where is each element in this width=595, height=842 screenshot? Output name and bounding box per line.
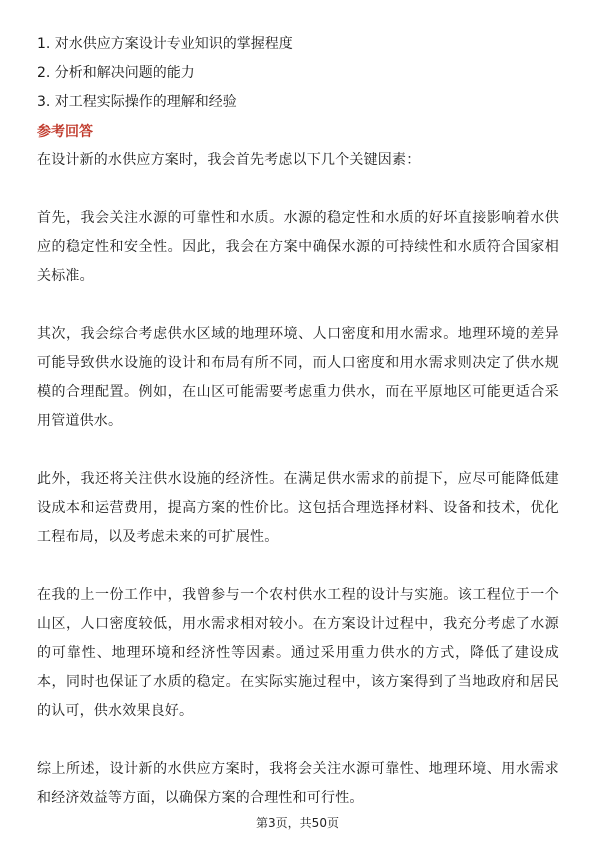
reference-answer-heading: 参考回答: [37, 124, 93, 140]
criteria-item-1: 1. 对水供应方案设计专业知识的掌握程度: [37, 36, 293, 52]
criteria-item-3: 3. 对工程实际操作的理解和经验: [37, 94, 237, 110]
answer-intro-paragraph: 在设计新的水供应方案时，我会首先考虑以下几个关键因素：: [37, 152, 421, 168]
page-number-footer: 第3页，共50页: [256, 816, 339, 830]
evaluation-criteria-list: [37, 30, 557, 117]
answer-paragraph-experience: 在我的上一份工作中，我曾参与一个农村供水工程的设计与实施。该工程位于一个山区，人口密度较低，用水需求相对较小。在方案设计过程中，我充分考虑了水源的可靠性、地理环境和经济性等因素。通过采用重力供水的方式，降低了建设成本，同时也保证了水质的稳定。在实际实施过程中，该方案得到了当地政府和居民的认可，供水效果良好。: [37, 587, 559, 719]
reference-answer-body: [37, 146, 559, 813]
answer-paragraph-water-source: 首先，我会关注水源的可靠性和水质。水源的稳定性和水质的好坏直接影响着水供应的稳定性和安全性。因此，我会在方案中确保水源的可持续性和水质符合国家相关标准。: [37, 210, 559, 284]
answer-paragraph-conclusion: 综上所述，设计新的水供应方案时，我将会关注水源可靠性、地理环境、用水需求和经济效益等方面，以确保方案的合理性和可行性。: [37, 761, 559, 806]
criteria-item-2: 2. 分析和解决问题的能力: [37, 65, 195, 81]
answer-paragraph-economics: 此外，我还将关注供水设施的经济性。在满足供水需求的前提下，应尽可能降低建设成本和运营费用，提高方案的性价比。这包括合理选择材料、设备和技术，优化工程布局，以及考虑未来的可扩展性。: [37, 471, 559, 545]
answer-paragraph-geography: 其次，我会综合考虑供水区域的地理环境、人口密度和用水需求。地理环境的差异可能导致供水设施的设计和布局有所不同，而人口密度和用水需求则决定了供水规模的合理配置。例如，在山区可能需要考虑重力供水，而在平原地区可能更适合采用管道供水。: [37, 326, 559, 429]
